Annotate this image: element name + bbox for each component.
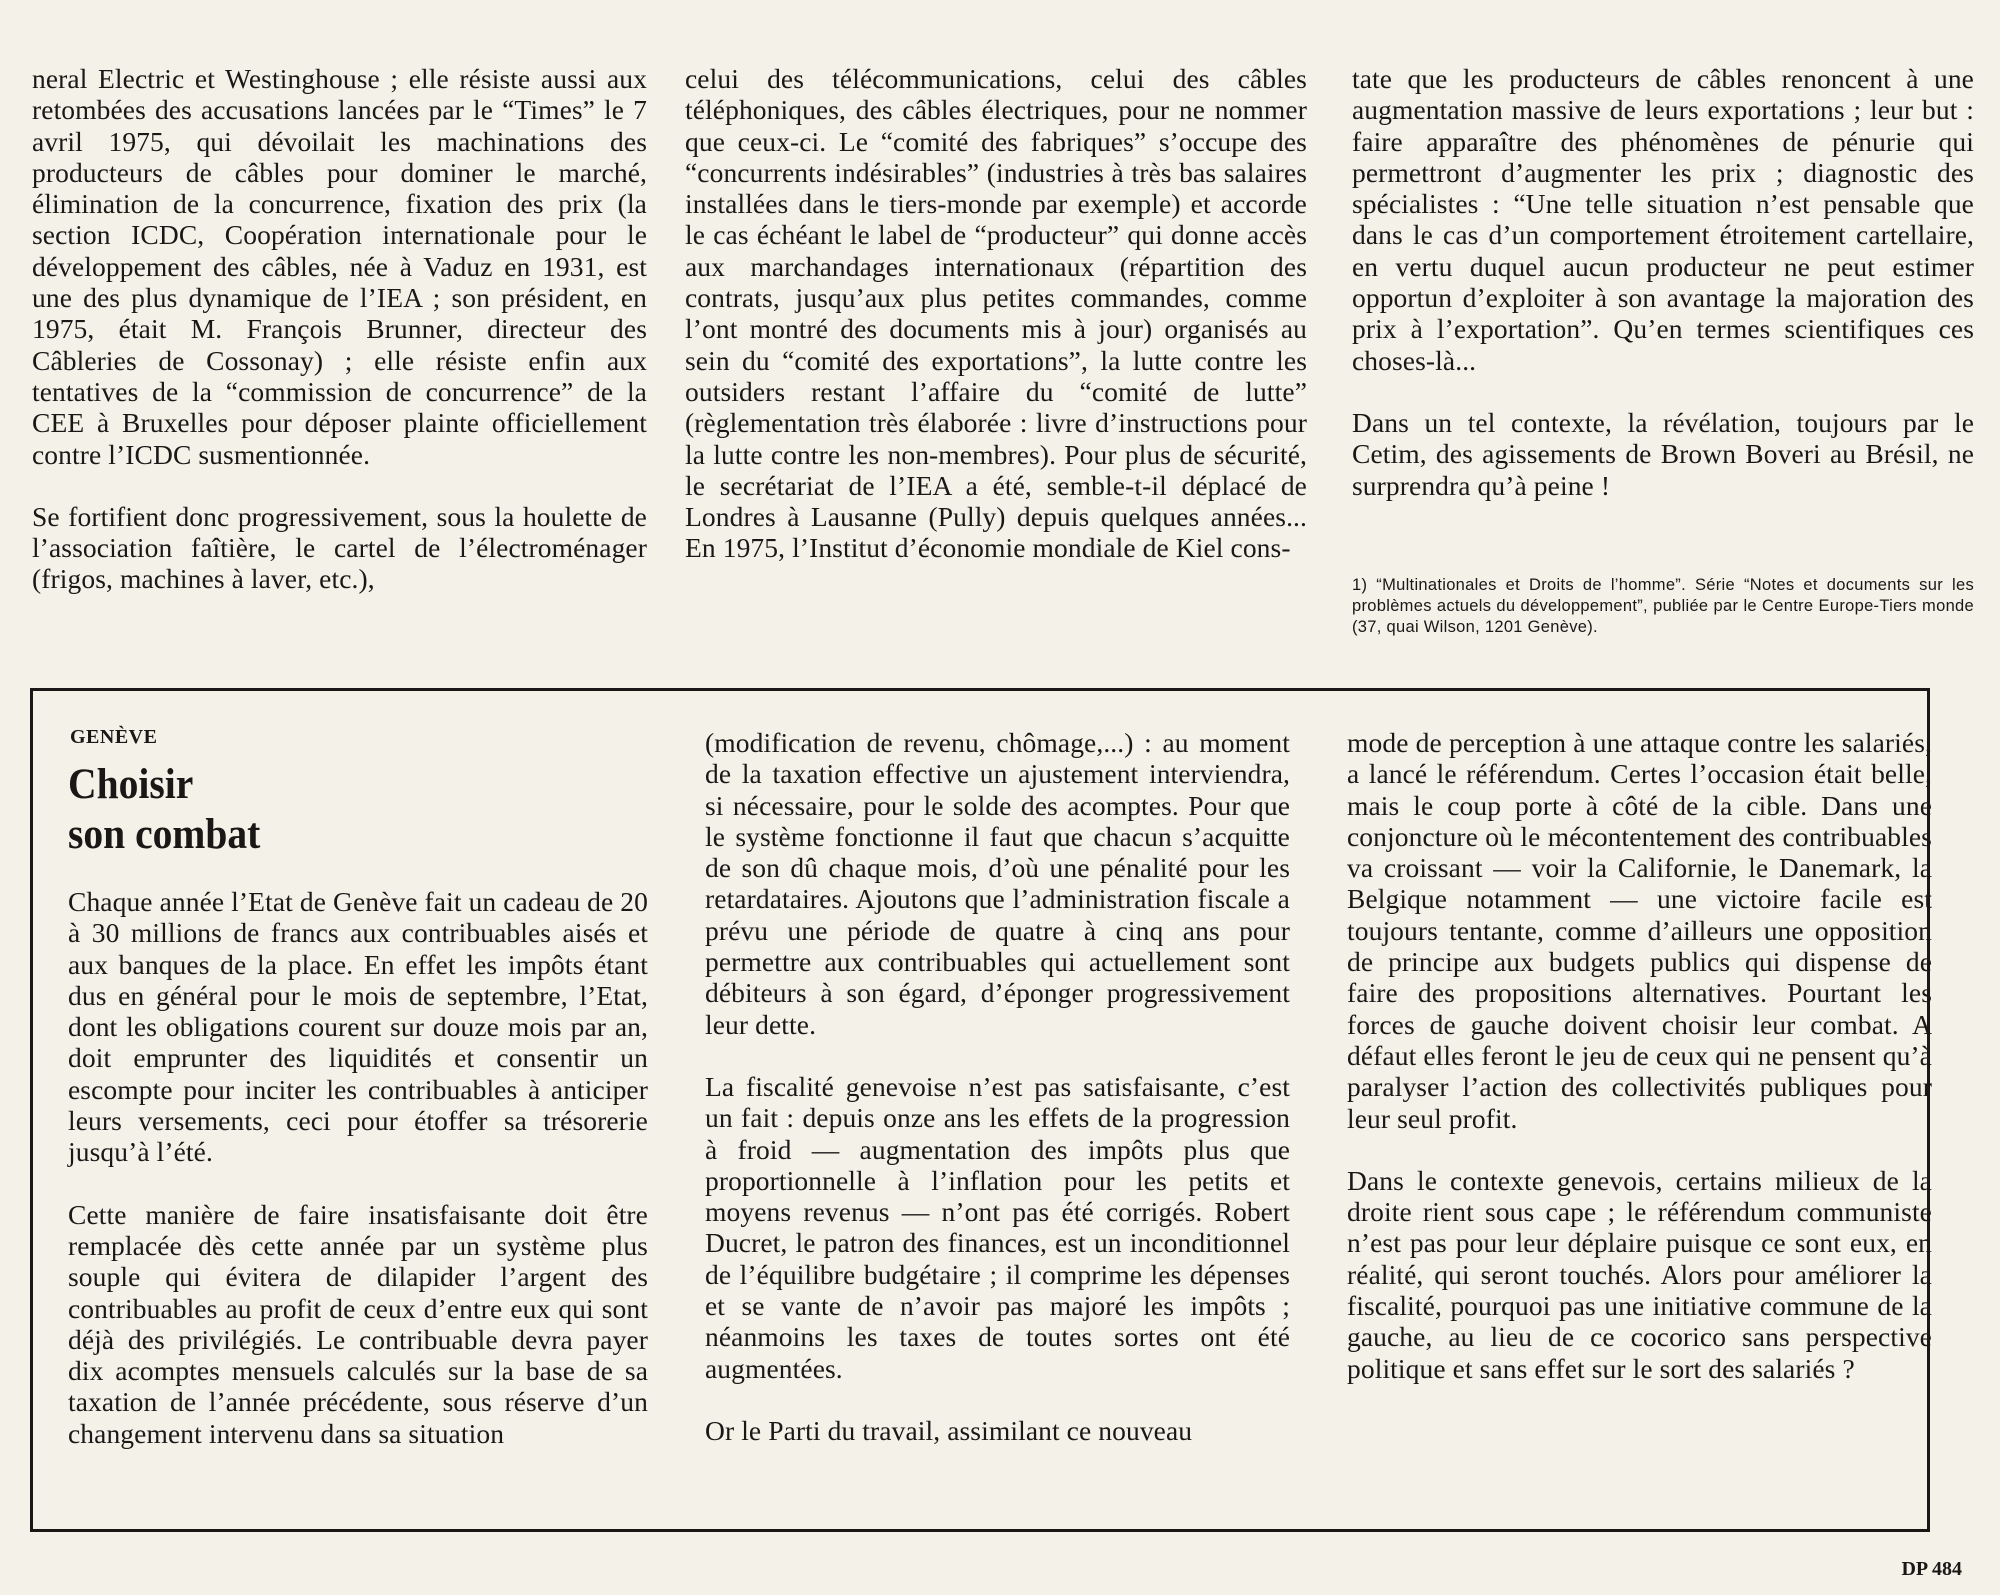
section-kicker: GENÈVE <box>70 726 158 748</box>
paragraph: Chaque année l’Etat de Genève fait un cadeau de 20 à 30 millions de francs aux contribuables aisés et aux banques de la place. En effet les impôts étant dus en général pour le mois de septembre, l’Etat, dont les obligations courent sur douze mois par an, doit emprunter des liquidités et consentir un escompte pour inciter les contribuables à anticiper leurs versements, ceci pour étoffer sa trésorerie jusqu’à l’été. <box>68 886 648 1168</box>
paragraph: Se fortifient donc progressivement, sous la houlette de l’association faîtière, le cartel de l’électroménager (frigos, machines à laver, etc.), <box>32 500 647 595</box>
top-article-column-2 <box>685 63 1307 564</box>
paragraph: Cette manière de faire insatisfaisante doit être remplacée dès cette année par un système plus souple qui évitera de dilapider l’argent des contribuables au profit de ceux d’entre eux qui sont déjà des privilégiés. Le contribuable devra payer dix acomptes mensuels calculés sur la base de sa taxation de l’année précédente, sous réserve d’un changement intervenu dans sa situation <box>68 1198 648 1449</box>
paragraph: Dans un tel contexte, la révélation, toujours par le Cetim, des agissements de Brown Boveri au Brésil, ne surprendra qu’à peine ! <box>1352 406 1974 501</box>
paragraph: La fiscalité genevoise n’est pas satisfaisante, c’est un fait : depuis onze ans les effets de la progression à froid — augmentation des impôts plus que proportionnelle à l’inflation pour les petits et moyens revenus — n’ont pas été corrigés. Robert Ducret, le patron des finances, est un inconditionnel de l’équilibre budgétaire ; il comprime les dépenses et se vante de n’avoir pas majoré les impôts ; néanmoins les taxes de toutes sortes ont été augmentées. <box>705 1070 1290 1384</box>
page-reference: DP 484 <box>1901 1558 1962 1580</box>
paragraph: neral Electric et Westinghouse ; elle résiste aussi aux retombées des accusations lancées par le “Times” le 7 avril 1975, qui dévoilait les machinations des producteurs de câbles pour dominer le marché, élimination de la concurrence, fixation des prix (la section ICDC, Coopération internationale pour le développement des câbles, née à Vaduz en 1931, est une des plus dynamique de l’IEA ; son président, en 1975, était M. François Brunner, directeur des Câbleries de Cossonay) ; elle résiste enfin aux tentatives de la “commission de concurrence” de la CEE à Bruxelles pour déposer plainte officiellement contre l’ICDC susmentionnée. <box>32 63 647 470</box>
top-article-column-1 <box>32 63 647 595</box>
top-article-column-3 <box>1352 63 1974 501</box>
footnote: 1) “Multinationales et Droits de l’homme”. Série “Notes et documents sur les problèmes actuels du développement”, publiée par le Centre Europe-Tiers monde (37, quai Wilson, 1201 Genève). <box>1352 576 1974 636</box>
paragraph: tate que les producteurs de câbles renoncent à une augmentation massive de leurs exportations ; leur but : faire apparaître des phénomènes de pénurie qui permettront d’augmenter les prix ; diagnostic des spécialistes : “Une telle situation n’est pensable que dans le cas d’un comportement étroitement cartellaire, en vertu duquel aucun producteur ne peut estimer opportun d’exploiter à son avantage la majoration des prix à l’exportation”. Qu’en termes scientifiques ces choses-là... <box>1352 63 1974 376</box>
headline-line-2: son combat <box>68 811 261 858</box>
boxed-article-column-2 <box>705 727 1290 1446</box>
headline-line-1: Choisir <box>68 761 194 808</box>
paragraph: Dans le contexte genevois, certains milieux de la droite rient sous cape ; le référendum communiste n’est pas pour leur déplaire puisque ce sont eux, en réalité, qui seront touchés. Alors pour améliorer la fiscalité, pourquoi pas une initiative commune de la gauche, au lieu de ce cocorico sans perspective politique et sans effet sur le sort des salariés ? <box>1347 1164 1932 1384</box>
article-headline <box>68 760 583 860</box>
paragraph: (modification de revenu, chômage,...) : au moment de la taxation effective un ajustement interviendra, si nécessaire, pour le solde des acomptes. Pour que le système fonctionne il faut que chacun s’acquitte de son dû chaque mois, d’où une pénalité pour les retardataires. Ajoutons que l’administration fiscale a prévu une période de quatre à cinq ans pour permettre aux contribuables qui actuellement sont débiteurs à son égard, d’éponger progressivement leur dette. <box>705 727 1290 1040</box>
paragraph: Or le Parti du travail, assimilant ce nouveau <box>705 1414 1193 1446</box>
paragraph: mode de perception à une attaque contre les salariés, a lancé le référendum. Certes l’occasion était belle, mais le coup porte à côté de la cible. Dans une conjoncture où le mécontentement des contribuables va croissant — voir la Californie, le Danemark, la Belgique notamment — une victoire facile est toujours tentante, comme d’ailleurs une opposition de principe aux budgets publics qui dispense de faire des propositions alternatives. Pourtant les forces de gauche doivent choisir leur combat. A défaut elles feront le jeu de ceux qui ne pensent qu’à paralyser l’action des collectivités publiques pour leur seul profit. <box>1347 727 1932 1134</box>
boxed-article-column-3 <box>1347 727 1932 1384</box>
paragraph: celui des télécommunications, celui des câbles téléphoniques, des câbles électriques, pour ne nommer que ceux-ci. Le “comité des fabriques” s’occupe des “concurrents indésirables” (industries à très bas salaires installées dans le tiers-monde par exemple) et accorde le cas échéant le label de “producteur” qui donne accès aux marchandages internationaux (répartition des contrats, jusqu’aux plus petites commandes, comme l’ont montré des documents mis à jour) organisés au sein du “comité des exportations”, la lutte contre les outsiders restant l’affaire du “comité de lutte” (règlementation très élaborée : livre d’instructions pour la lutte contre les non-membres). Pour plus de sécurité, le secrétariat de l’IEA a été, semble-t-il déplacé de Londres à Lausanne (Pully) depuis quelques années... En 1975, l’Institut d’économie mondiale de Kiel cons- <box>685 63 1307 564</box>
boxed-article-column-1 <box>68 886 648 1449</box>
